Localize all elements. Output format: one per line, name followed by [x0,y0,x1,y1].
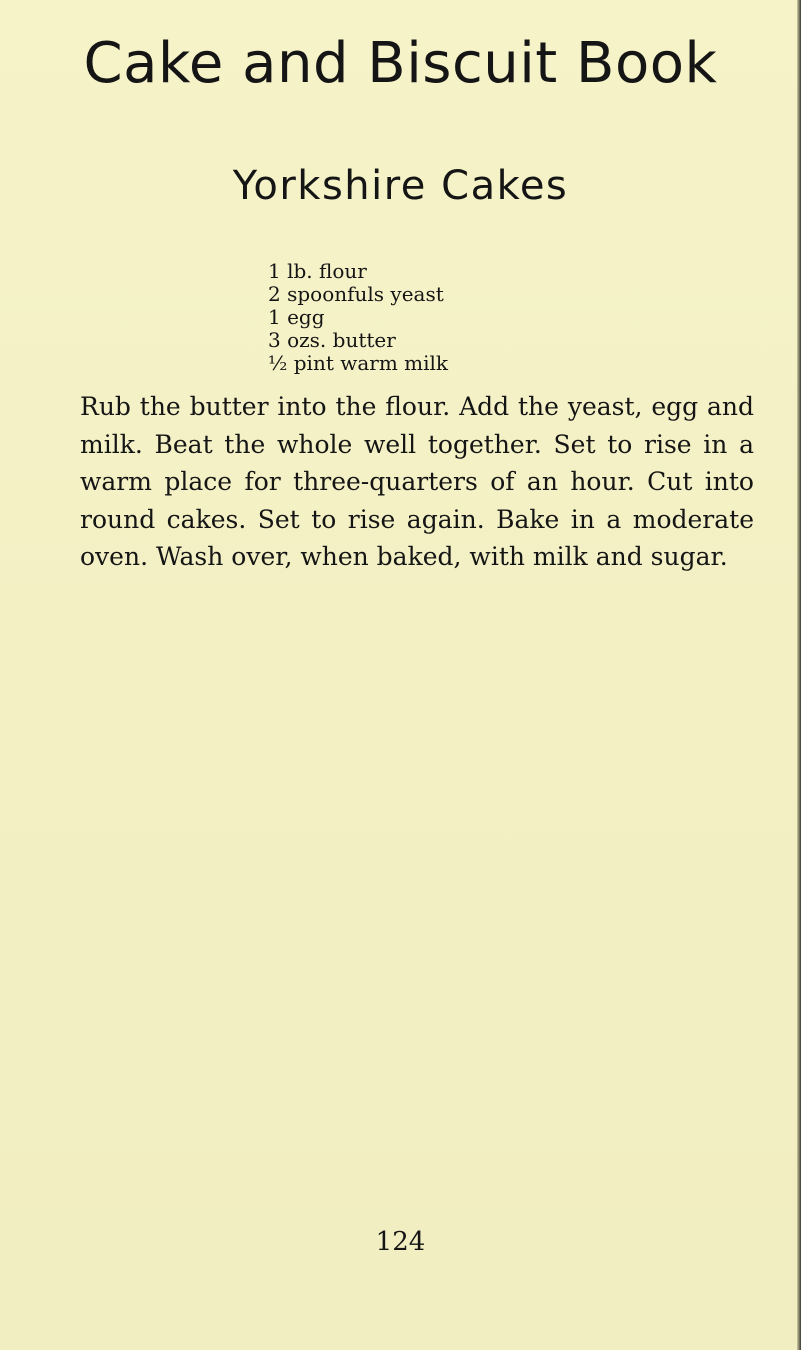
book-title: Cake and Biscuit Book [83,31,718,96]
recipe-title: Yorkshire Cakes [232,163,569,209]
ingredient-item: 1 egg [268,305,325,329]
page-number: 124 [375,1227,426,1257]
ingredient-item: ½ pint warm milk [268,351,449,375]
ingredient-item: 3 ozs. butter [268,328,396,352]
ingredient-list [268,260,448,375]
recipe-method: Rub the butter into the flour. Add the yeast, egg and milk. Beat the whole well together. Set to rise in a warm place for three-quarters of an hour. Cut into round cakes. Set to rise again. Bake in a moderate oven. Wash over, when baked, with milk and sugar. [80,392,754,571]
ingredient-item: 1 lb. flour [268,259,367,283]
ingredient-item: 2 spoonfuls yeast [268,282,444,306]
